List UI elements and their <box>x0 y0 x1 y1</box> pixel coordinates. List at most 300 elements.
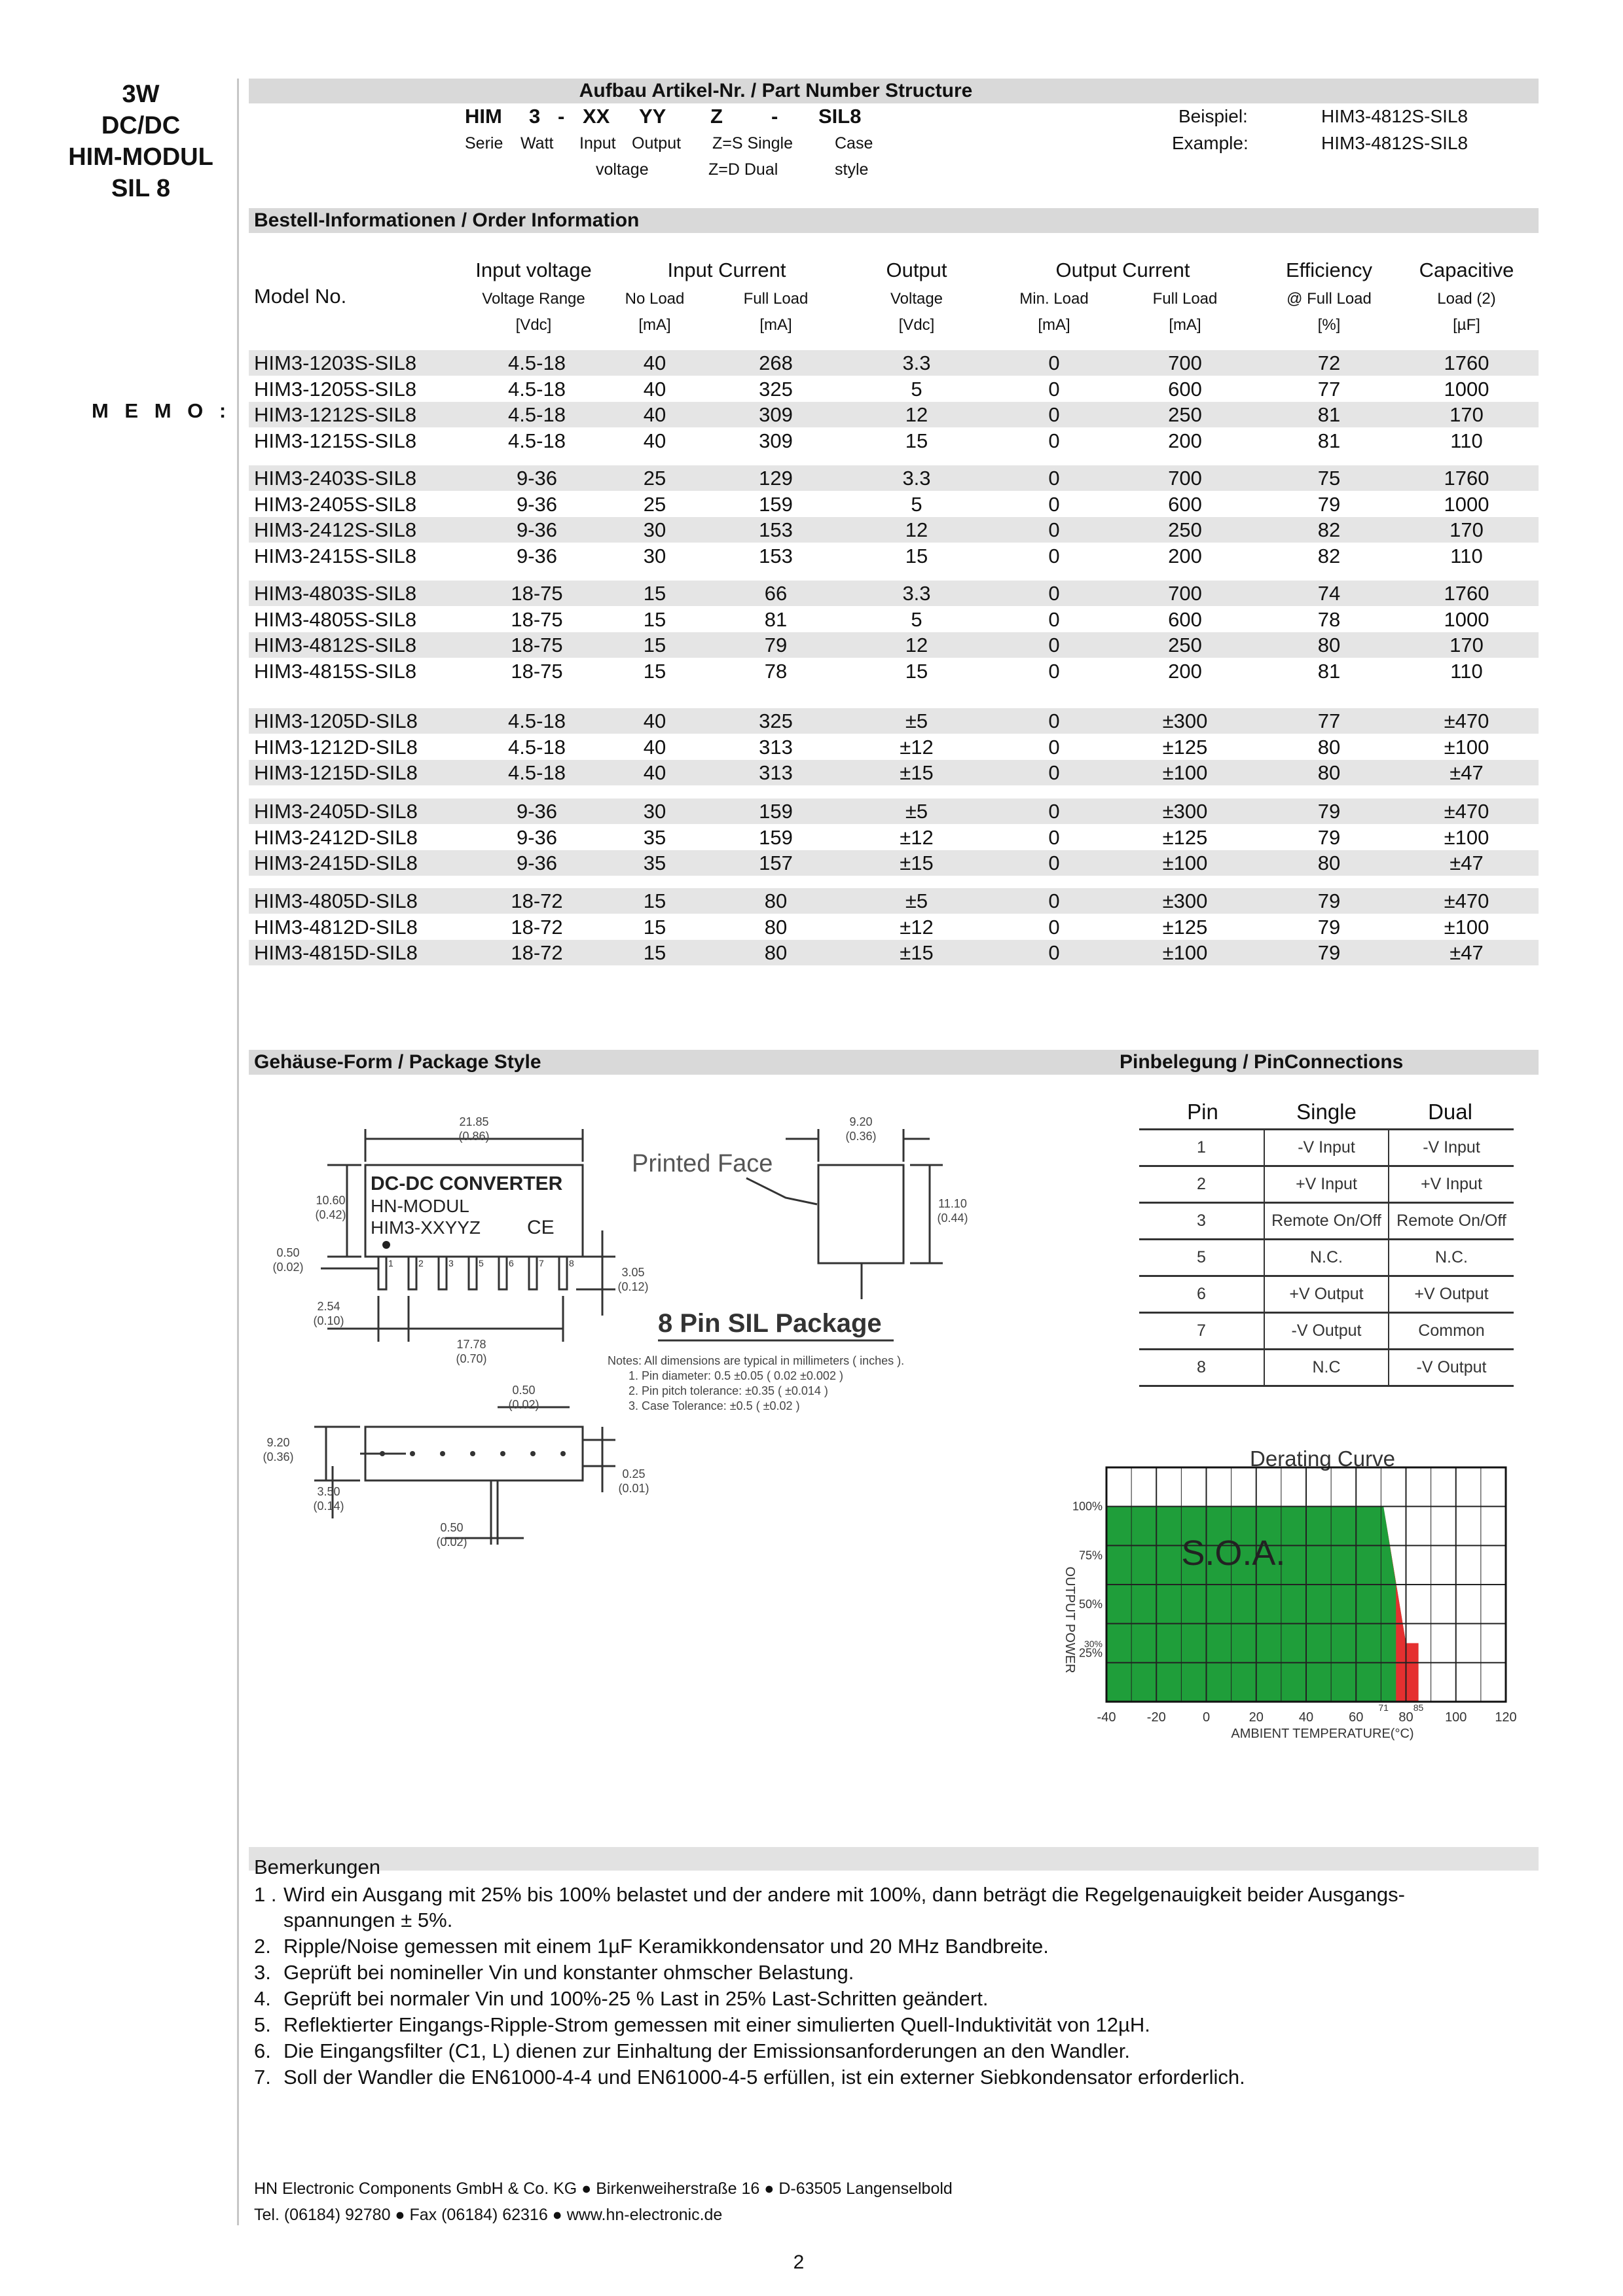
table-cell: 78 <box>764 659 788 683</box>
table-cell: 170 <box>1450 403 1484 426</box>
x-tick-label: 120 <box>1495 1710 1517 1725</box>
table-cell: 0 <box>1048 607 1060 631</box>
soa-label: S.O.A. <box>1181 1534 1286 1573</box>
table-cell: 1760 <box>1444 582 1489 605</box>
table-cell: 12 <box>905 403 928 426</box>
label-modul: HN-MODUL <box>371 1196 469 1216</box>
col-output-current: Output Current <box>1055 259 1190 281</box>
note-number: 5. <box>254 2013 271 2036</box>
table-cell: 12 <box>905 634 928 656</box>
pin-function-cell: -V Input <box>1389 1130 1514 1166</box>
dim-pin-w2-in: (0.02) <box>508 1398 539 1411</box>
table-cell: 5 <box>911 377 922 401</box>
table-cell: ±300 <box>1162 889 1208 912</box>
table-cell: 0 <box>1048 518 1060 541</box>
table-row <box>249 888 1539 914</box>
table-row <box>249 760 1539 785</box>
table-cell: 12 <box>905 518 928 541</box>
note-item <box>254 1933 1537 1959</box>
pin-number-cell: 7 <box>1139 1313 1264 1350</box>
drawing-note: 3. Case Tolerance: ±0.5 ( ±0.02 ) <box>629 1399 800 1412</box>
table-cell: 4.5-18 <box>508 761 566 784</box>
pin-number-cell: 2 <box>1139 1166 1264 1203</box>
pin-function-cell: +V Input <box>1264 1166 1389 1203</box>
table-cell: 157 <box>759 852 793 874</box>
model-number-cell: HIM3-2412D-SIL8 <box>254 825 418 849</box>
table-cell: 4.5-18 <box>508 403 566 426</box>
table-cell: ±125 <box>1162 915 1208 939</box>
pin-col-header: Pin <box>1187 1100 1218 1124</box>
sidebar-divider <box>237 79 239 2225</box>
table-cell: ±100 <box>1444 735 1489 759</box>
table-cell: 600 <box>1168 377 1202 401</box>
table-cell: ±47 <box>1450 852 1484 874</box>
table-cell: 9-36 <box>516 544 558 567</box>
table-cell: ±12 <box>900 735 934 759</box>
table-cell: 309 <box>759 403 793 426</box>
pn-code: Z <box>710 105 723 128</box>
table-row <box>249 914 1539 940</box>
dim-pitch: 2.54 <box>317 1300 340 1313</box>
table-row <box>249 940 1539 965</box>
table-cell: 40 <box>643 709 666 732</box>
dim-pin-w: 0.50 <box>276 1246 300 1259</box>
table-cell: 15 <box>643 915 666 939</box>
dim-span-in: (0.70) <box>456 1352 487 1365</box>
footer-contact: Tel. (06184) 92780 ● Fax (06184) 62316 ● www.hn-electronic.de <box>254 2206 723 2224</box>
drawing-note: Notes: All dimensions are typical in millimeters ( inches ). <box>608 1354 905 1367</box>
table-cell: 700 <box>1168 351 1202 374</box>
table-cell: 600 <box>1168 607 1202 631</box>
model-number-cell: HIM3-1205D-SIL8 <box>254 709 418 732</box>
dim-pin-w2: 0.50 <box>512 1384 536 1397</box>
chart-plot-area <box>1072 1467 1517 1725</box>
table-cell: ±100 <box>1162 852 1208 874</box>
pin-number-cell: 3 <box>1139 1203 1264 1240</box>
x-tick-label: 0 <box>1202 1710 1211 1725</box>
pn-label: Z=D Dual <box>708 160 778 179</box>
table-cell: 110 <box>1450 659 1483 683</box>
dim-pin-w-in: (0.02) <box>272 1261 304 1274</box>
col-efficiency: Efficiency <box>1285 259 1373 281</box>
pin-row <box>1139 1350 1514 1386</box>
table-cell: ±470 <box>1444 709 1489 732</box>
pn-label: Input <box>579 134 616 152</box>
note-item <box>254 2064 1537 2090</box>
ce-mark: CE <box>527 1217 555 1238</box>
table-row <box>249 798 1539 824</box>
table-cell: 200 <box>1168 429 1202 452</box>
dim-pin-w3-in: (0.02) <box>436 1535 467 1549</box>
table-cell: 25 <box>643 467 666 490</box>
table-row <box>249 581 1539 606</box>
pin-number: 7 <box>539 1258 544 1268</box>
note-number: 1 . <box>254 1883 277 1906</box>
table-cell: 0 <box>1048 941 1060 964</box>
table-cell: 30 <box>643 800 666 823</box>
dim-pin-len: 3.05 <box>621 1266 645 1279</box>
dim-height: 10.60 <box>316 1194 346 1207</box>
pin-number-cell: 5 <box>1139 1240 1264 1276</box>
table-cell: ±470 <box>1444 889 1489 912</box>
pin-row <box>1139 1203 1514 1240</box>
table-cell: 159 <box>759 492 793 516</box>
col-no-load-unit: [mA] <box>638 316 671 334</box>
label-converter: DC-DC CONVERTER <box>371 1173 563 1194</box>
model-number-cell: HIM3-1205S-SIL8 <box>254 377 417 401</box>
table-cell: 9-36 <box>516 800 558 823</box>
table-cell: ±125 <box>1162 825 1208 849</box>
dim-span: 17.78 <box>456 1338 486 1351</box>
table-cell: 4.5-18 <box>508 351 566 374</box>
table-cell: 9-36 <box>516 825 558 849</box>
note-item <box>254 2012 1537 2037</box>
table-cell: 35 <box>643 852 666 874</box>
table-cell: 80 <box>1317 634 1341 656</box>
table-cell: ±15 <box>900 941 934 964</box>
x-tick-label: 60 <box>1349 1710 1364 1725</box>
note-text: Die Eingangsfilter (C1, L) dienen zur Einhaltung der Emissionsanforderungen an den Wandler. <box>283 2039 1130 2062</box>
table-cell: 200 <box>1168 544 1202 567</box>
model-number-cell: HIM3-4815S-SIL8 <box>254 659 417 683</box>
note-text: Geprüft bei nomineller Vin und konstanter ohmscher Belastung. <box>283 1961 854 1984</box>
col-out-full-load-unit: [mA] <box>1169 316 1201 334</box>
col-min-load: Min. Load <box>1019 290 1089 308</box>
package-heading: Gehäuse-Form / Package Style <box>254 1051 541 1073</box>
col-input-voltage-unit: [Vdc] <box>515 316 552 334</box>
pin-function-cell: Remote On/Off <box>1389 1203 1514 1240</box>
table-cell: 4.5-18 <box>508 735 566 759</box>
col-input-voltage: Input voltage <box>475 259 592 281</box>
table-cell: 325 <box>759 377 793 401</box>
table-cell: 1000 <box>1444 607 1489 631</box>
col-model: Model No. <box>254 285 347 308</box>
pin-function-cell: +V Output <box>1264 1276 1389 1313</box>
x-tick-label: -20 <box>1146 1710 1166 1725</box>
table-cell: 40 <box>643 761 666 784</box>
notes-band <box>249 1847 1539 1871</box>
table-cell: 9-36 <box>516 492 558 516</box>
table-cell: 3.3 <box>902 351 931 374</box>
table-cell: 80 <box>764 941 788 964</box>
pin-number-cell: 6 <box>1139 1276 1264 1313</box>
table-cell: ±15 <box>900 761 934 784</box>
table-cell: 79 <box>1317 941 1341 964</box>
model-number-cell: HIM3-1203S-SIL8 <box>254 351 417 374</box>
note-text: Soll der Wandler die EN61000-4-4 und EN61000-4-5 erfüllen, ist ein externer Siebkondensator erforderlich. <box>283 2066 1245 2089</box>
table-cell: 153 <box>759 544 793 567</box>
table-cell: ±12 <box>900 915 934 939</box>
example-value: HIM3-4812S-SIL8 <box>1321 133 1468 153</box>
table-cell: ±100 <box>1444 915 1489 939</box>
table-cell: 0 <box>1048 351 1060 374</box>
pin-number: 6 <box>509 1258 514 1268</box>
dim-height-in: (0.42) <box>315 1208 346 1221</box>
table-cell: 0 <box>1048 825 1060 849</box>
pin-function-cell: Remote On/Off <box>1264 1203 1389 1240</box>
model-number-cell: HIM3-2403S-SIL8 <box>254 467 417 490</box>
table-cell: 110 <box>1450 544 1483 567</box>
pin-number-cell: 8 <box>1139 1350 1264 1386</box>
pin-number: 3 <box>448 1258 454 1268</box>
model-number-cell: HIM3-2415D-SIL8 <box>254 852 418 874</box>
table-cell: 81 <box>764 607 788 631</box>
pin-function-cell: N.C <box>1264 1350 1389 1386</box>
y-tick-label: 100% <box>1072 1499 1103 1513</box>
model-number-cell: HIM3-2405S-SIL8 <box>254 492 417 516</box>
table-cell: 79 <box>764 634 788 656</box>
table-cell: 0 <box>1048 582 1060 605</box>
order-band <box>249 208 1539 233</box>
table-cell: 82 <box>1317 544 1341 567</box>
dim-width-in: (0.86) <box>458 1130 490 1143</box>
table-cell: ±125 <box>1162 735 1208 759</box>
model-number-cell: HIM3-4812S-SIL8 <box>254 634 417 656</box>
table-cell: 80 <box>1317 761 1341 784</box>
table-cell: 0 <box>1048 735 1060 759</box>
table-cell: 313 <box>759 735 793 759</box>
table-cell: ±100 <box>1444 825 1489 849</box>
dim-side-height: 11.10 <box>938 1197 967 1210</box>
pin-function-cell: -V Output <box>1264 1313 1389 1350</box>
beispiel-label: Beispiel: <box>1178 106 1248 126</box>
table-cell: 110 <box>1450 429 1483 452</box>
table-cell: ±5 <box>905 709 928 732</box>
table-cell: 309 <box>759 429 793 452</box>
table-cell: 15 <box>905 659 928 683</box>
table-cell: 77 <box>1317 709 1341 732</box>
pin-function-cell: +V Output <box>1389 1276 1514 1313</box>
table-cell: 4.5-18 <box>508 709 566 732</box>
table-row <box>249 607 1539 632</box>
table-cell: 74 <box>1317 582 1341 605</box>
model-number-cell: HIM3-4812D-SIL8 <box>254 915 418 939</box>
table-cell: ±12 <box>900 825 934 849</box>
table-cell: 15 <box>643 607 666 631</box>
table-cell: 200 <box>1168 659 1202 683</box>
table-cell: 4.5-18 <box>508 429 566 452</box>
notes-title: Bemerkungen <box>254 1856 381 1878</box>
col-min-load-unit: [mA] <box>1038 316 1070 334</box>
single-col-header: Single <box>1296 1100 1357 1124</box>
table-cell: 325 <box>759 709 793 732</box>
drawing-notes <box>608 1354 904 1412</box>
example-label: Example: <box>1172 133 1249 153</box>
package-title: 8 Pin SIL Package <box>658 1309 882 1338</box>
col-efficiency-unit: [%] <box>1317 316 1341 334</box>
dim-pin-offset-in: (0.14) <box>313 1499 344 1513</box>
table-cell: 0 <box>1048 492 1060 516</box>
model-number-cell: HIM3-2415S-SIL8 <box>254 544 417 567</box>
table-cell: 3.3 <box>902 467 931 490</box>
note-text: Reflektierter Eingangs-Ripple-Strom gemessen mit einer simulierten Quell-Induktivität von 12µH. <box>283 2013 1150 2036</box>
table-cell: 3.3 <box>902 582 931 605</box>
derating-chart <box>1054 1440 1552 1761</box>
table-row <box>249 825 1539 850</box>
table-cell: 79 <box>1317 915 1341 939</box>
table-cell: 75 <box>1317 467 1341 490</box>
table-cell: 250 <box>1168 518 1202 541</box>
table-row <box>249 850 1539 876</box>
table-row <box>249 350 1539 376</box>
title-line: SIL 8 <box>111 175 171 202</box>
pins-heading: Pinbelegung / PinConnections <box>1120 1051 1404 1073</box>
col-input-current: Input Current <box>667 259 786 281</box>
note-text: Ripple/Noise gemessen mit einem 1µF Keramikkondensator und 20 MHz Bandbreite. <box>283 1935 1049 1958</box>
table-cell: 30 <box>643 544 666 567</box>
dim-width: 21.85 <box>459 1115 489 1128</box>
pin-row <box>1139 1166 1514 1203</box>
table-cell: 0 <box>1048 403 1060 426</box>
table-cell: 159 <box>759 800 793 823</box>
note-text: Wird ein Ausgang mit 25% bis 100% belastet und der andere mit 100%, dann beträgt die Regelgenauigkeit beider Ausgangs- <box>283 1883 1405 1906</box>
y-tick-label: 25% <box>1078 1646 1103 1660</box>
pn-code: 3 <box>529 105 541 128</box>
table-cell: 15 <box>643 941 666 964</box>
table-cell: 18-72 <box>511 941 563 964</box>
dim-pin-len-in: (0.12) <box>617 1280 649 1293</box>
x-tick-label: 40 <box>1298 1710 1314 1725</box>
table-cell: 81 <box>1317 429 1341 452</box>
col-full-load-unit: [mA] <box>759 316 792 334</box>
footer-address: HN Electronic Components GmbH & Co. KG ● Birkenweiherstraße 16 ● D-63505 Langenselbold <box>254 2179 953 2198</box>
table-cell: 18-72 <box>511 889 563 912</box>
col-capacitive-unit: [µF] <box>1453 316 1480 334</box>
table-cell: 0 <box>1048 709 1060 732</box>
pin-function-cell: +V Input <box>1389 1166 1514 1203</box>
table-cell: 0 <box>1048 467 1060 490</box>
table-cell: 77 <box>1317 377 1341 401</box>
table-row <box>249 465 1539 491</box>
dim-pitch-in: (0.10) <box>313 1314 344 1327</box>
note-number: 4. <box>254 1987 271 2010</box>
pn-code: - <box>771 105 778 128</box>
x-tick-label: -40 <box>1097 1710 1116 1725</box>
table-cell: 25 <box>643 492 666 516</box>
part-structure-heading: Aufbau Artikel-Nr. / Part Number Structure <box>579 80 973 101</box>
dim-pin-edge-in: (0.01) <box>618 1482 649 1495</box>
table-cell: 700 <box>1168 467 1202 490</box>
table-cell: 81 <box>1317 403 1341 426</box>
table-cell: 0 <box>1048 852 1060 874</box>
table-row <box>249 658 1539 684</box>
pin-function-cell: N.C. <box>1264 1240 1389 1276</box>
pin1-marker <box>382 1241 390 1249</box>
note-number: 7. <box>254 2066 271 2089</box>
note-item <box>254 1986 1537 2011</box>
table-cell: 80 <box>764 915 788 939</box>
table-cell: 170 <box>1450 518 1484 541</box>
note-item <box>254 1960 1537 1985</box>
table-row <box>249 376 1539 402</box>
col-capacitive-sub: Load (2) <box>1437 290 1496 308</box>
table-cell: 15 <box>643 634 666 656</box>
table-cell: 600 <box>1168 492 1202 516</box>
table-cell: 0 <box>1048 889 1060 912</box>
page-number: 2 <box>793 2251 805 2273</box>
table-cell: 79 <box>1317 492 1341 516</box>
table-cell: 153 <box>759 518 793 541</box>
table-cell: 18-75 <box>511 582 563 605</box>
table-row <box>249 402 1539 427</box>
table-cell: 40 <box>643 351 666 374</box>
table-cell: ±100 <box>1162 761 1208 784</box>
memo-label: M E M O : <box>92 399 232 422</box>
pn-label: style <box>835 160 869 179</box>
note-item <box>254 1882 1537 1933</box>
x-tick-label: 71 <box>1378 1702 1389 1713</box>
table-row <box>249 632 1539 658</box>
table-cell: 66 <box>764 582 788 605</box>
pin-number: 2 <box>418 1258 424 1268</box>
pin-number-cell: 1 <box>1139 1130 1264 1166</box>
table-cell: 250 <box>1168 403 1202 426</box>
pin-number: 5 <box>479 1258 484 1268</box>
part-structure-band <box>249 79 1539 103</box>
drawing-note: 1. Pin diameter: 0.5 ±0.05 ( 0.02 ±0.002 ) <box>629 1369 843 1382</box>
pin-function-cell: -V Input <box>1264 1130 1389 1166</box>
table-cell: 1760 <box>1444 467 1489 490</box>
model-number-cell: HIM3-2405D-SIL8 <box>254 800 418 823</box>
printed-face-label: Printed Face <box>632 1150 773 1177</box>
x-tick-label: 85 <box>1413 1702 1424 1713</box>
col-output-unit: [Vdc] <box>898 316 935 334</box>
table-cell: 18-72 <box>511 915 563 939</box>
table-row <box>249 428 1539 454</box>
dim-pin-offset: 3.50 <box>317 1485 340 1498</box>
pn-label: Z=S Single <box>712 134 793 152</box>
table-cell: ±300 <box>1162 709 1208 732</box>
model-number-cell: HIM3-2412S-SIL8 <box>254 518 417 541</box>
pn-label: Case <box>835 134 873 152</box>
model-number-cell: HIM3-1212D-SIL8 <box>254 735 418 759</box>
table-cell: 40 <box>643 403 666 426</box>
note-text: Geprüft bei normaler Vin und 100%-25 % Last in 25% Last-Schritten geändert. <box>283 1987 989 2010</box>
pin-function-cell: N.C. <box>1389 1240 1514 1276</box>
table-cell: 0 <box>1048 429 1060 452</box>
note-number: 3. <box>254 1961 271 1984</box>
table-cell: 0 <box>1048 634 1060 656</box>
table-cell: ±470 <box>1444 800 1489 823</box>
table-cell: 0 <box>1048 915 1060 939</box>
table-cell: 9-36 <box>516 467 558 490</box>
table-cell: 72 <box>1317 351 1341 374</box>
table-cell: 80 <box>1317 735 1341 759</box>
dim-pin-edge: 0.25 <box>622 1467 646 1480</box>
table-cell: 40 <box>643 735 666 759</box>
model-number-cell: HIM3-4805S-SIL8 <box>254 607 417 631</box>
y-tick-label: 75% <box>1078 1549 1103 1562</box>
table-cell: 1000 <box>1444 492 1489 516</box>
order-heading: Bestell-Informationen / Order Information <box>254 209 640 231</box>
model-number-cell: HIM3-1215S-SIL8 <box>254 429 417 452</box>
table-cell: 1000 <box>1444 377 1489 401</box>
model-number-cell: HIM3-1215D-SIL8 <box>254 761 418 784</box>
table-cell: 18-75 <box>511 659 563 683</box>
y-tick-label: 30% <box>1084 1638 1103 1649</box>
pin-number: 1 <box>388 1258 393 1268</box>
pn-code: YY <box>639 105 666 128</box>
col-output-sub: Voltage <box>890 290 943 308</box>
beispiel-value: HIM3-4812S-SIL8 <box>1321 106 1468 126</box>
table-cell: 4.5-18 <box>508 377 566 401</box>
chart-xlabel: AMBIENT TEMPERATURE(°C) <box>1231 1727 1414 1741</box>
table-cell: 0 <box>1048 800 1060 823</box>
pn-code: - <box>558 105 565 128</box>
dual-col-header: Dual <box>1428 1100 1472 1124</box>
pin-row <box>1139 1276 1514 1313</box>
table-cell: ±47 <box>1450 941 1484 964</box>
